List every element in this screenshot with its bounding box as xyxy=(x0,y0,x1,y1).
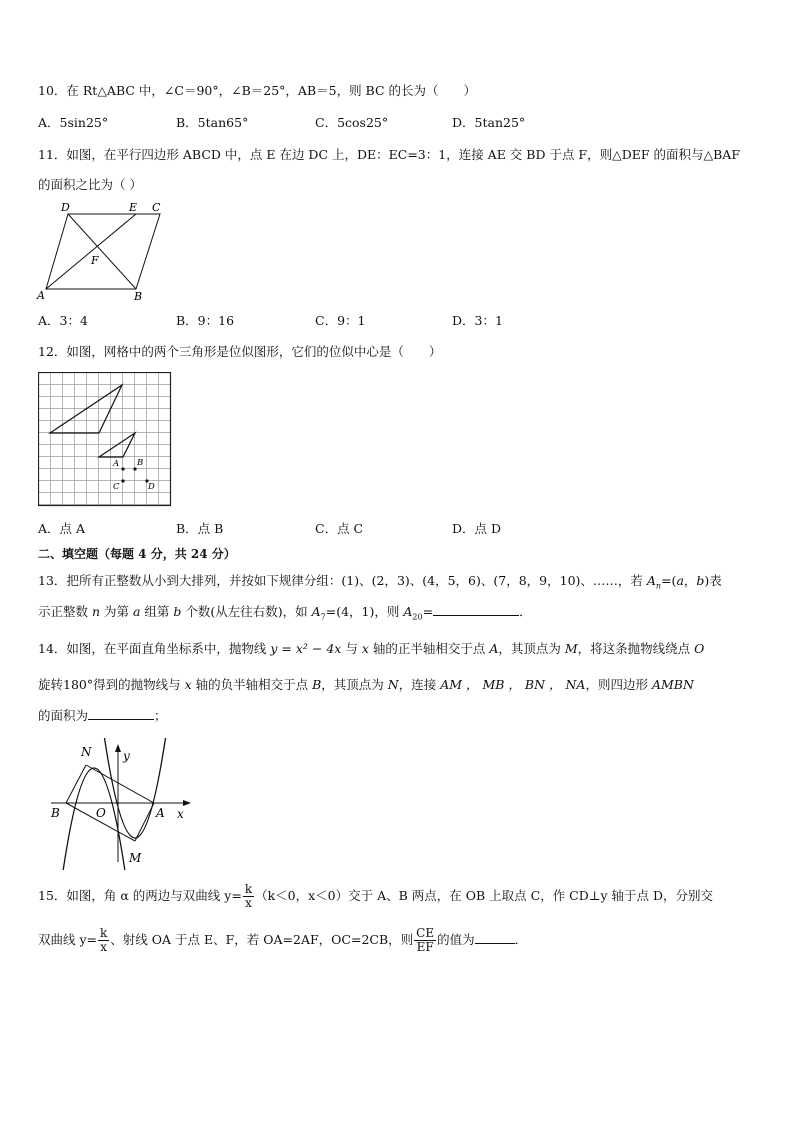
q13-text: 示正整数 xyxy=(38,604,92,619)
label-e: E xyxy=(129,201,138,214)
q13-an-sub: n xyxy=(655,581,662,591)
q13-text: ． xyxy=(519,604,532,619)
q15-answer-blank[interactable] xyxy=(475,931,515,944)
q13-text: =(4，1)，则 xyxy=(325,604,404,619)
q14-point-o: O xyxy=(694,641,705,656)
q14-var-x: x xyxy=(361,641,369,656)
q13-text: 组第 xyxy=(140,604,174,619)
q13-a20-sub: 20 xyxy=(412,612,423,622)
q15-text: （k＜0，x＜0）交于 A、B 两点，在 OB 上取点 C，作 CD⊥y 轴于点 D，分别交 xyxy=(255,888,714,903)
q11-option-c: C．9：1 xyxy=(315,313,366,328)
q15-text: 双曲线 y= xyxy=(38,932,98,947)
q12-option-b: B．点 B xyxy=(176,521,224,536)
q14-var-x: x xyxy=(184,677,192,692)
label-m: M xyxy=(129,851,142,865)
q14-text: ，连接 xyxy=(398,677,441,692)
q10-option-b: B．5tan65° xyxy=(176,115,249,130)
fraction-denominator: x xyxy=(100,940,108,954)
label-o: O xyxy=(96,806,106,820)
grid-label-c: C xyxy=(113,482,120,492)
label-f: F xyxy=(91,254,99,267)
y-axis-arrow xyxy=(115,744,121,752)
segment-bn xyxy=(66,765,86,803)
q13-text: 个数(从左往右数)，如 xyxy=(181,604,312,619)
q12-option-d: D．点 D xyxy=(452,521,502,536)
q13-text: 13．把所有正整数从小到大排列，并按如下规律分组：(1)、(2，3)、(4，5，6)、(7，8，9，10)、……，若 xyxy=(38,573,647,588)
q14-text: 轴的负半轴相交于点 xyxy=(191,677,313,692)
q14-line1 xyxy=(38,640,704,658)
q10-option-d: D．5tan25° xyxy=(452,115,526,130)
q12-option-c: C．点 C xyxy=(315,521,364,536)
small-triangle xyxy=(99,433,135,457)
fraction-denominator: EF xyxy=(416,940,434,954)
q11-option-d: D．3：1 xyxy=(452,313,503,328)
q15-text: ． xyxy=(514,932,528,947)
q13-answer-blank[interactable] xyxy=(433,603,519,616)
q14-point-a: A xyxy=(489,641,499,656)
label-a: A xyxy=(156,806,165,820)
q12-option-a: A．点 A xyxy=(38,521,86,536)
q13-a7-sub: 7 xyxy=(320,612,326,622)
section-fill-in-title: 二、填空题（每题 4 分，共 24 分） xyxy=(38,547,236,561)
segment-bd xyxy=(68,214,136,289)
fraction-ce-over-ef xyxy=(414,927,436,954)
q13-var-b: b xyxy=(696,573,705,588)
q15-text: 15．如图，角 α 的两边与双曲线 y= xyxy=(38,888,242,903)
label-c: C xyxy=(152,201,161,214)
q11-option-a: A．3：4 xyxy=(38,313,88,328)
q10-option-a: A．5sin25° xyxy=(38,115,109,130)
q15-line2 xyxy=(38,926,527,954)
q14-segment-list: AM ， MB ， BN ， NA xyxy=(440,677,586,692)
q13-a7: A xyxy=(311,604,321,619)
q14-text: 与 xyxy=(341,641,362,656)
segment-am xyxy=(135,803,154,841)
segment-ae xyxy=(46,214,136,289)
q13-an: A xyxy=(646,573,656,588)
q14-text: ，其顶点为 xyxy=(498,641,565,656)
q12-grid-figure xyxy=(38,372,172,508)
point-c-dot xyxy=(121,479,124,482)
q14-text: 的面积为 xyxy=(38,708,89,723)
q14-line3 xyxy=(38,707,167,725)
q14-text: ，将这条抛物线绕点 xyxy=(577,641,695,656)
q14-text: 轴的正半轴相交于点 xyxy=(368,641,490,656)
q13-var-a: a xyxy=(133,604,141,619)
fraction-k-over-x xyxy=(98,927,109,954)
q13-line2 xyxy=(38,603,532,627)
q10-stem: 10．在 Rt△ABC 中，∠C＝90°，∠B＝25°，AB＝5，则 BC 的长为（ ） xyxy=(38,83,477,98)
q13-var-b: b xyxy=(173,604,182,619)
q14-point-m: M xyxy=(564,641,578,656)
q15-line1 xyxy=(38,882,713,910)
q14-text: 14．如图，在平面直角坐标系中，抛物线 xyxy=(38,641,271,656)
x-axis-arrow xyxy=(183,800,191,806)
q14-point-b: B xyxy=(312,677,322,692)
q14-text: ； xyxy=(154,708,167,723)
q11-parallelogram-figure xyxy=(34,200,174,305)
q13-line1 xyxy=(38,572,722,596)
fraction-k-over-x xyxy=(243,883,254,910)
q15-text: 、射线 OA 于点 E、F，若 OA=2AF，OC=2CB，则 xyxy=(110,932,414,947)
fraction-denominator: x xyxy=(245,896,252,910)
grid-label-b: B xyxy=(137,458,144,468)
label-y: y xyxy=(123,749,130,763)
q14-answer-blank[interactable] xyxy=(88,707,154,720)
q13-var-a: a xyxy=(676,573,684,588)
q13-text: )表 xyxy=(704,573,722,588)
q14-quadrilateral: AMBN xyxy=(651,677,694,692)
point-a-dot xyxy=(121,467,124,470)
q14-parabola-figure xyxy=(45,738,205,870)
label-b: B xyxy=(51,806,60,820)
q13-text: =( xyxy=(661,573,677,588)
label-n: N xyxy=(81,745,92,759)
q14-point-n: N xyxy=(387,677,399,692)
grid-label-a: A xyxy=(113,459,120,469)
grid-label-d: D xyxy=(148,482,155,492)
large-triangle xyxy=(50,385,122,433)
q13-text: ， xyxy=(683,573,697,588)
q15-text: 的值为 xyxy=(437,932,475,947)
fraction-numerator: CE xyxy=(416,926,435,940)
segment-na xyxy=(86,765,154,803)
q13-text: = xyxy=(422,604,434,619)
q14-equation: y = x² − 4x xyxy=(270,641,342,656)
label-a: A xyxy=(37,289,45,302)
label-x: x xyxy=(177,807,184,821)
q14-text: ，其顶点为 xyxy=(321,677,388,692)
label-d: D xyxy=(61,201,70,214)
q13-var-n: n xyxy=(91,604,101,619)
q11-stem-line1: 11．如图，在平行四边形 ABCD 中，点 E 在边 DC 上，DE：EC=3：1，连接 AE 交 BD 于点 F，则△DEF 的面积与△BAF xyxy=(38,147,741,162)
q12-stem: 12．如图，网格中的两个三角形是位似图形，它们的位似中心是（ ） xyxy=(38,344,442,359)
label-b: B xyxy=(134,290,143,303)
q13-a20: A xyxy=(403,604,413,619)
q14-line2 xyxy=(38,676,694,694)
q11-stem-line2: 的面积之比为（ ） xyxy=(38,177,142,192)
parallelogram-abcd xyxy=(46,214,160,289)
q14-text: ，则四边形 xyxy=(585,677,652,692)
q13-text: 为第 xyxy=(100,604,133,619)
fraction-numerator: k xyxy=(100,926,108,940)
q14-text: 旋转180°得到的抛物线与 xyxy=(38,677,185,692)
parabola-original xyxy=(103,738,167,838)
fraction-numerator: k xyxy=(244,882,253,896)
parabola-rotated xyxy=(62,768,126,870)
q11-option-b: B．9：16 xyxy=(176,313,235,328)
q10-option-c: C．5cos25° xyxy=(315,115,389,130)
